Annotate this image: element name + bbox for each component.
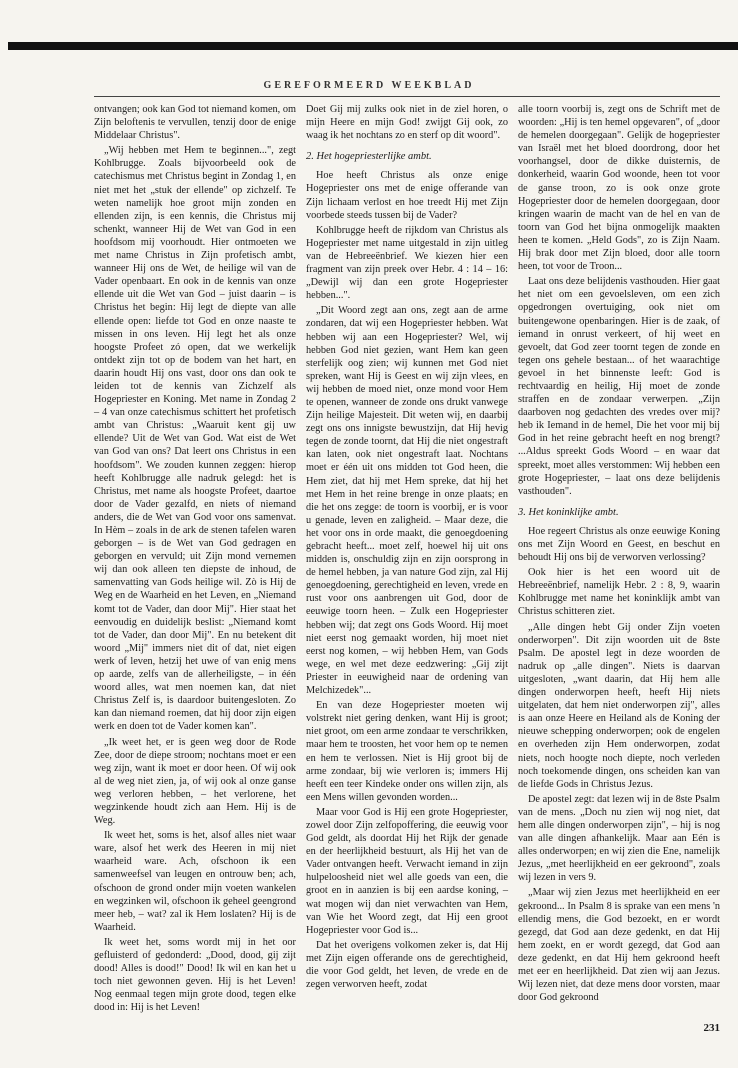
- paragraph: Ik weet het, soms is het, alsof alles niet waar ware, alsof het werk des Heeren in mij niet waarheid ware. Ach, ofschoon ik een samenweefsel van leugen en ontrouw ben; ach, ofschoon de grond onder mijn voeten wankelen en wegzinken wil, ofschoon ik geheel geengrond meer heb, – wat? zal ik Hem loslaten? Hij is de Waarheid.: [94, 830, 296, 933]
- paragraph: Maar voor God is Hij een grote Hogepriester, zowel door Zijn zelfopoffering, die eeuwig voor God geldt, als doordat Hij het Rijk der genade en der heerlijkheid bestuurt, als Hij het van de Vader ontvangen heeft. Verwacht iemand in zijn hulpeloosheid niet wel alle goeds van een, die groot en in aanzien is bij een aardse koning, – wat mogen wij dan niet verwachten van Hem, van Wie het Woord zegt, dat Hij een groot Hogepriester voor God is...: [306, 806, 508, 936]
- column-1: [94, 103, 296, 1014]
- paragraph: En van deze Hogepriester moeten wij volstrekt niet gering denken, want Hij is groot; niet groot, om een arme zondaar te verschrikken, maar hem te troosten, het voor hem op te nemen en hem te verlossen. Niet is Hij groot bij de arme zondaar, bij wie verloren is; immers Hij heeft een teer Kindeke onder ons willen zijn, als een Mens willen gevonden worden...: [306, 700, 508, 803]
- paragraph: ontvangen; ook kan God tot niemand komen, om Zijn beloftenis te vervullen, tenzij door de enige Middelaar Christus".: [94, 104, 296, 142]
- paragraph: Laat ons deze belijdenis vasthouden. Hier gaat het niet om een gevoelsleven, om een zich opgedrongen overtuiging, ook niet om buitengewone openbaringen. Hier is de zaak, of iemand in onrust verkeert, of hij weet en gevoelt, dat God zeer toornt tegen de zonde en tegen ons gehele bestaan... of het waarachtige gevoel in het binnenste leeft: God is rechtvaardig en heilig, Hij moet de zonde straffen en de zondaar verwerpen. „Zijn daarboven nog gedachten des vredes over mij? heb ik Iemand in de hemel, Die het voor mij bij God in het reine gebracht heeft en nog brengt? ...Aldus spreekt Gods Woord – en waar dat spreekt, moet alles verstommen: Wij hebben een grote Hogepriester, – laat ons deze belijdenis vasthouden".: [518, 276, 720, 497]
- paragraph: Kohlbrugge heeft de rijkdom van Christus als Hogepriester met name uitgestald in zijn uitleg van de Hebreeënbrief. We kiezen hier een fragment van zijn preek over Hebr. 4 : 14 – 16: „Dewijl wij dan een grote Hogepriester hebben...".: [306, 224, 508, 302]
- paragraph: De apostel zegt: dat lezen wij in de 8ste Psalm van de mens. „Doch nu zien wij nog niet, dat hem alle dingen onderworpen zijn", – hij is nog van alle dingen afhankelijk. Maar aan Eén is alles onderworpen; en wij zien die Ene, namelijk Jezus, „met heerlijkheid en eer gekroond", zoals wij lezen in vers 9.: [518, 793, 720, 884]
- paragraph: Dat het overigens volkomen zeker is, dat Hij met Zijn eigen offerande ons de gerechtigheid, die voor God geldt, het leven, de vrede en de zegen verworven heeft, zodat: [306, 939, 508, 991]
- column-3: [518, 103, 720, 1003]
- top-black-bar: [8, 42, 738, 50]
- paragraph: Doet Gij mij zulks ook niet in de ziel horen, o mijn Heere en mijn God! zwijgt Gij ook, zo waag ik het nochtans zo en sterf op dit woord".: [306, 104, 508, 142]
- paragraph: „Dit Woord zegt aan ons, zegt aan de arme zondaren, dat wij een Hogepriester hebben. Wat hebben wij aan een Hogepriester? Wel, wij hebben God niet gezien, want Hem kan geen sterfelijk oog zien; wij kunnen met God niet spreken, want Hij is Geest en wij zijn vlees, en wij hebben de moed niet, onze mond voor Hem te openen, wanneer de zonde ons drukt vanwege Zijn heilige Majesteit. Dit weten wij, en daarbij zegt ons ons innigste bewustzijn, dat Hij hevig tegen de zonde toornt, dat Hij die niet ongestraft kan laten, ook niet ongestraft laat. Nochtans moet er één uit ons midden tot God heen, die Hem ziet, dat hij met Hem spreke, dat hij het met Hem in het reine brenge in onze plaats; en die het ons zegge: de toorn is voorbij, er is voor u genade, leven en zaligheid. – Maar deze, die het voor ons in orde maakt, die genoegdoening gebracht heeft... moet zelf, hoewel hij uit ons midden is, onschuldig zijn en zijn oorsprong in de hemel hebben, ja van nature God zijn, zal Hij genoegdoening, gerechtigheid en leven, vrede en rust voor ons aanbrengen uit God, door de eeuwige toorn heen. – Zulk een Hogepriester hebben wij; dat zegt ons Gods Woord. Hij moet niet eerst nog gemaakt worden, hij moet niet eerst nog komen, – wij hebben Hem, van Gods wege, en wel met deze eedzwering: „Gij zijt Priester in eeuwigheid naar de ordening van Melchizedek"...: [306, 305, 508, 697]
- paragraph: Ik weet het, soms wordt mij in het oor gefluisterd of gedonderd: „Dood, dood, gij zijt dood! Alles is dood!" Dood! Ik wil en kan het u toch niet gewonnen geven. Hij is het Leven! Nog eenmaal tegen mijn grote dood, tegen elke dood in: Hij is het Leven!: [94, 936, 296, 1014]
- paragraph: „Maar wij zien Jezus met heerlijkheid en eer gekroond... In Psalm 8 is sprake van een mens 'n ellendig mens, die God bezoekt, en er wordt gezegd, dat God aan deze gedenkt, en dat Hij hem zoekt, en er wordt gezegd, dat God aan deze gedenkt, en dat Hij hem gekroond heeft met eer en heerlijkheid. Dat zien wij aan Jezus. Wij lezen niet, dat deze mens door vorsten, maar door God gekroond: [518, 887, 720, 1004]
- section-heading-kingly-office: 3. Het koninklijke ambt.: [518, 506, 619, 518]
- paragraph: Ook hier is het een woord uit de Hebreeënbrief, namelijk Hebr. 2 : 8, 9, waarin Kohlbrugge met name het koninklijk ambt van Christus schitteren ziet.: [518, 567, 720, 618]
- paragraph: alle toorn voorbij is, zegt ons de Schrift met de woorden: „Hij is ten hemel opgevaren", of „door de hemelen doorgegaan". Gelijk de hogepriester van Israël met het bloed doordrong, door het voorhangsel, door de dikke duisternis, de donkerheid, waarin God woonde, heen tot voor de ganse troon, zo is ook onze grote Hogepriester door de hemelen doorgegaan, door kringen waarin de macht van de hel en van de toorn van God het bijna onmogelijk maakten heen te komen. „Held Gods", zo is Zijn Naam. Hij brak door met Zijn bloed, door alle toorn heen, tot voor de Troon...: [518, 104, 720, 273]
- page-header-title: GEREFORMEERD WEEKBLAD: [263, 80, 475, 91]
- paragraph: Hoe heeft Christus als onze enige Hogepriester ons met de enige offerande van Zijn lichaam verlost en hoe treedt Hij met Zijn voorbede steeds tussen bij de Vader?: [306, 170, 508, 221]
- page-number: 231: [703, 1022, 720, 1034]
- header-divider: [94, 96, 720, 97]
- section-heading-priestly-office: 2. Het hogepriesterlijke ambt.: [306, 151, 432, 163]
- paragraph: Hoe regeert Christus als onze eeuwige Koning ons met Zijn Woord en Geest, en beschut en behoudt Hij ons bij de verworven verlossing?: [518, 525, 720, 564]
- paragraph: „Alle dingen hebt Gij onder Zijn voeten onderworpen". Dit zijn woorden uit de 8ste Psalm. De apostel legt in deze woorden de nadruk op „alle dingen". Niets is daarvan uitgesloten, „want daarin, dat Hij hem alle dingen onderworpen heeft, heeft Hij niets uitgelaten, dat hem niet onderworpen zij", alles is aan onze Heere en Heiland als de Koning der nieuwe schepping onderworpen; ook de engelen en overheden zijn Hem onderworpen, zodat niets, noch hoogte noch diepte, noch verleden noch toekomende dingen, ons scheiden kan van de liefde Gods in Christus Jezus.: [518, 621, 720, 790]
- column-2: [306, 103, 508, 1003]
- paragraph: „Wij hebben met Hem te beginnen...", zegt Kohlbrugge. Zoals bijvoorbeeld ook de catechismus met Christus begint in Zondag 1, en niet met het „stuk der ellende" op zichzelf. Te weten namelijk hoe groot mijn zonden en ellenden zijn, is een kennis, die Christus mij schenkt, wanneer Hij de Wet van God in een hoofdsom mij voorhoudt. Hier ontmoeten we met name Christus in Zijn profetisch ambt, wanneer Hij ons de Wet, de heilige wil van de Vader openbaart. En ook in de kennis van onze ellende uit die Wet van God – juist daarin – is Christus het begin: Hij legt de diepte van alle ellende open: liefde tot God en onze naaste te missen in ons leven. Hij legt het als onze hoogste Profeet zó open, dat we werkelijk ontdekt zijn tot op de bodem van het hart, en daarin houdt Hij ons vast, door ons dan ook te leiden tot de kennis van Zichzelf als Hogepriester en Koning. Met name in Zondag 2 – 4 van onze catechismus schittert het profetisch ambt van Christus: „Waaruit kent gij uw ellende? Uit de Wet van God. Wat eist de Wet van God van ons? Dat leert ons Christus in een hoofdsom". We zouden kunnen zeggen: hierop heeft Kohlbrugge alle nadruk gelegd: het is Christus, met name als hoogste Profeet, daartoe door de Vader gezalfd, en niets of niemand anders, die de Wet van God voor ons samenvat. In Hèm – zoals in de ark de stenen tafelen waren geborgen – is de Wet van God gedragen en geborgen en vervuld; uit Zijn mond vernemen wij dan ook alleen ten diepste de inhoud, de samenvatting van Gods heilige wil. Zò is Hij de Weg en de Waarheid en het Leven, en „Niemand komt tot de Vader, dan door Mij". Hier staat het eenvoudig en duidelijk beslist: „Niemand komt tot de Vader, dan door Mij". En nu betekent dit woord „Mij" immers niet dit of dat, niet eigen werk of leven, hetzij het uwe of van enig mens op aarde, zelfs van de allerheiligste, – in één woord alles, wat men noemen kan, dat niet Christus Zelf is, is daardoor buitengesloten. Zo kan dan niemand roemen, dat hij door zijn eigen werk en doen tot de Vader komen kan".: [94, 145, 296, 733]
- paragraph: „Ik weet het, er is geen weg door de Rode Zee, door de diepe stroom; nochtans moet er een weg zijn, want ik moet er door heen. Of wij ook al de weg niet zien, ja, of wij ook al onze ganse weg verloren hebben, – het verlorene, het wegzinkende houdt zich aan Hem. Hij is de Weg.: [94, 736, 296, 827]
